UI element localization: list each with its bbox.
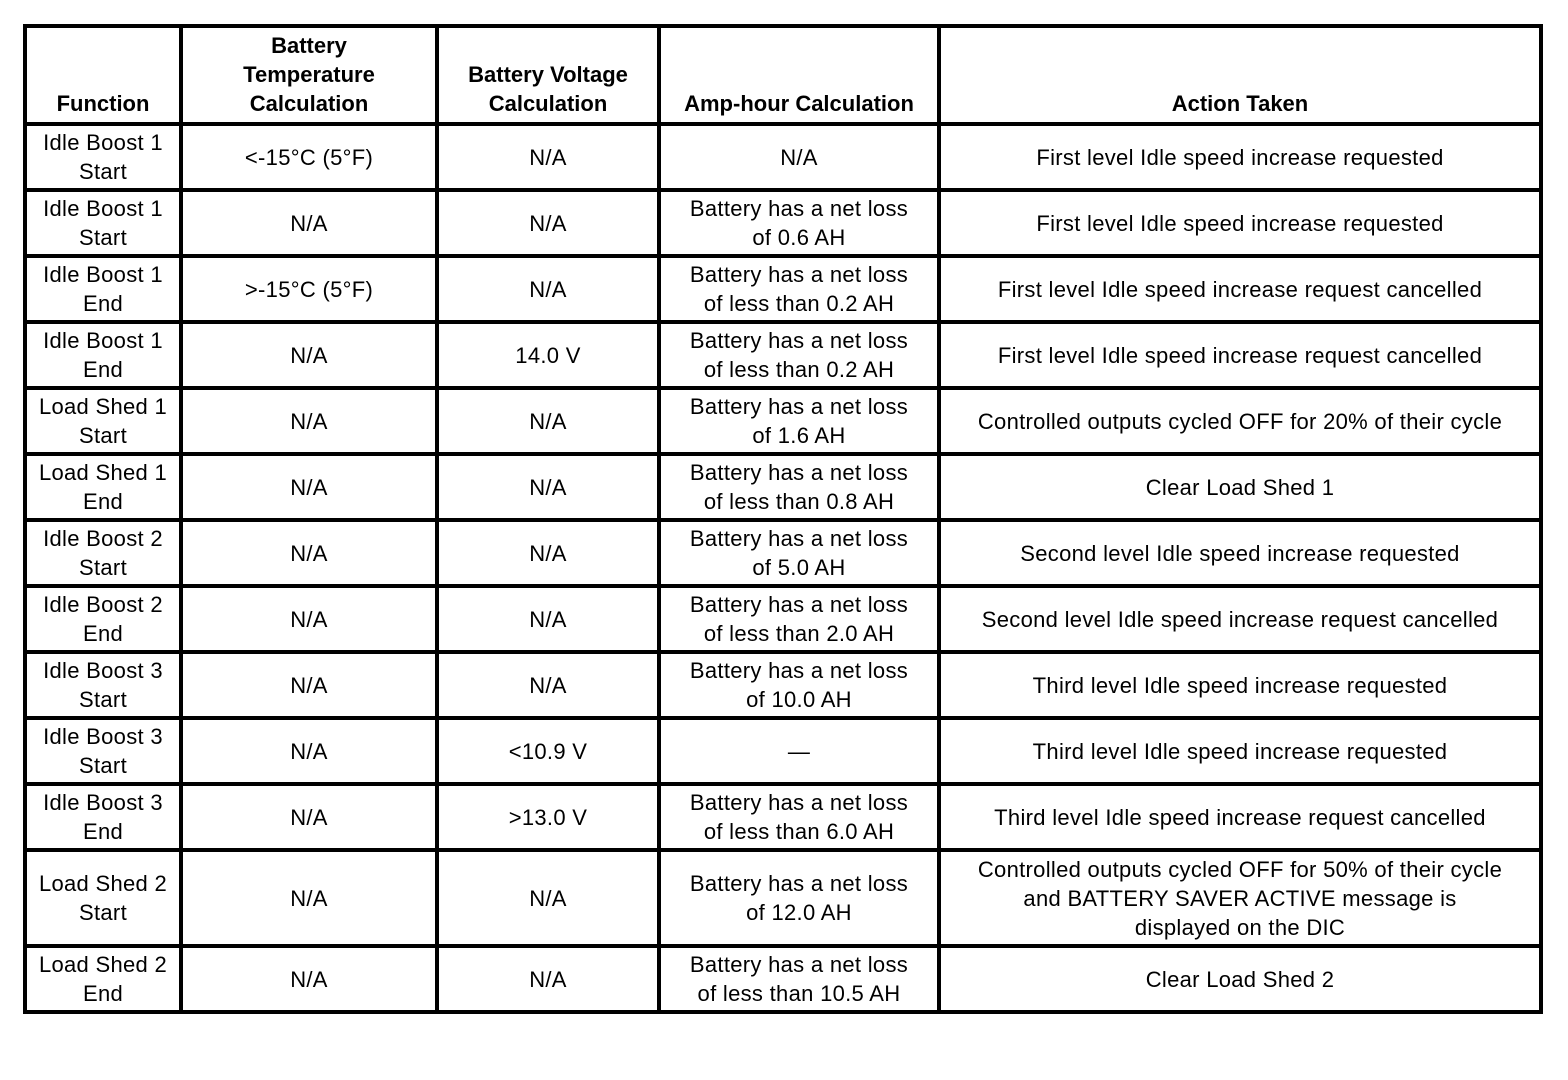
- voltage-value: N/A: [529, 966, 567, 992]
- amphour-cell: [659, 586, 939, 652]
- amphour-line1: Battery has a net loss: [689, 952, 909, 977]
- amphour-line1: Battery has a net loss: [689, 658, 909, 683]
- header-battery-voltage: [437, 26, 659, 124]
- action-line3: displayed on the DIC: [1134, 914, 1346, 940]
- voltage-value: N/A: [529, 276, 567, 302]
- temperature-cell: [181, 718, 437, 784]
- action-cell: [939, 322, 1541, 388]
- voltage-value: N/A: [529, 408, 567, 434]
- action-line1: Third level Idle speed increase requested: [1032, 738, 1448, 764]
- temperature-value: N/A: [290, 966, 328, 992]
- function-line1: Load Shed 2: [38, 871, 168, 896]
- voltage-cell: [437, 190, 659, 256]
- table-row: [25, 520, 1541, 586]
- amphour-line1: N/A: [780, 144, 818, 170]
- function-cell: [25, 850, 181, 946]
- action-line1: Controlled outputs cycled OFF for 50% of their cycle: [977, 856, 1503, 882]
- function-line2: Start: [79, 555, 127, 580]
- header-amp-hour: [659, 26, 939, 124]
- function-line1: Load Shed 1: [38, 394, 168, 419]
- voltage-value: >13.0 V: [508, 804, 588, 830]
- temperature-value: N/A: [290, 342, 328, 368]
- amphour-cell: [659, 124, 939, 190]
- temperature-cell: [181, 322, 437, 388]
- header-temp-line3: Calculation: [249, 91, 369, 116]
- action-cell: [939, 784, 1541, 850]
- amphour-cell: [659, 256, 939, 322]
- temperature-value: N/A: [290, 474, 328, 500]
- amphour-cell: [659, 652, 939, 718]
- function-line1: Idle Boost 1: [43, 130, 163, 155]
- function-cell: [25, 256, 181, 322]
- voltage-value: N/A: [529, 672, 567, 698]
- action-cell: [939, 850, 1541, 946]
- temperature-cell: [181, 454, 437, 520]
- header-action-label: Action Taken: [1171, 91, 1309, 116]
- voltage-cell: [437, 784, 659, 850]
- amphour-line1: Battery has a net loss: [689, 394, 909, 419]
- header-action-taken: [939, 26, 1541, 124]
- amphour-line1: Battery has a net loss: [689, 460, 909, 485]
- amphour-line1: —: [787, 738, 811, 764]
- temperature-cell: [181, 652, 437, 718]
- header-temp-line2: Temperature: [243, 62, 375, 87]
- table-row: [25, 388, 1541, 454]
- action-cell: [939, 652, 1541, 718]
- voltage-value: <10.9 V: [508, 738, 588, 764]
- voltage-value: N/A: [529, 885, 567, 911]
- voltage-value: N/A: [529, 144, 567, 170]
- function-line1: Idle Boost 2: [43, 592, 163, 617]
- table-row: [25, 190, 1541, 256]
- temperature-cell: [181, 850, 437, 946]
- temperature-value: N/A: [290, 885, 328, 911]
- action-cell: [939, 454, 1541, 520]
- amphour-cell: [659, 190, 939, 256]
- voltage-value: N/A: [529, 540, 567, 566]
- temperature-cell: [181, 784, 437, 850]
- action-cell: [939, 256, 1541, 322]
- function-line1: Idle Boost 3: [43, 658, 163, 683]
- function-line2: Start: [79, 159, 127, 184]
- function-line2: Start: [79, 225, 127, 250]
- amphour-line1: Battery has a net loss: [689, 790, 909, 815]
- header-function: [25, 26, 181, 124]
- amphour-cell: [659, 850, 939, 946]
- table-row: [25, 850, 1541, 946]
- temperature-value: <-15°C (5°F): [244, 144, 374, 170]
- function-line1: Load Shed 2: [38, 952, 168, 977]
- temperature-value: N/A: [290, 408, 328, 434]
- function-line1: Idle Boost 1: [43, 262, 163, 287]
- temperature-value: N/A: [290, 738, 328, 764]
- function-line1: Idle Boost 1: [43, 328, 163, 353]
- voltage-value: N/A: [529, 210, 567, 236]
- temperature-cell: [181, 124, 437, 190]
- function-cell: [25, 322, 181, 388]
- action-line1: Second level Idle speed increase request cancelled: [981, 606, 1499, 632]
- table-row: [25, 718, 1541, 784]
- action-cell: [939, 946, 1541, 1012]
- table-row: [25, 256, 1541, 322]
- temperature-cell: [181, 388, 437, 454]
- temperature-value: N/A: [290, 540, 328, 566]
- voltage-value: 14.0 V: [515, 342, 581, 368]
- voltage-cell: [437, 520, 659, 586]
- temperature-value: N/A: [290, 606, 328, 632]
- amphour-line2: of 5.0 AH: [752, 555, 846, 580]
- function-cell: [25, 190, 181, 256]
- action-line1: First level Idle speed increase request cancelled: [997, 276, 1483, 302]
- function-line1: Idle Boost 2: [43, 526, 163, 551]
- temperature-cell: [181, 256, 437, 322]
- function-cell: [25, 784, 181, 850]
- function-line2: Start: [79, 423, 127, 448]
- action-line1: First level Idle speed increase requested: [1036, 144, 1444, 170]
- temperature-value: >-15°C (5°F): [244, 276, 374, 302]
- temperature-cell: [181, 586, 437, 652]
- action-line1: Third level Idle speed increase requested: [1032, 672, 1448, 698]
- function-line1: Idle Boost 3: [43, 790, 163, 815]
- action-line1: Second level Idle speed increase requested: [1020, 540, 1460, 566]
- function-cell: [25, 520, 181, 586]
- function-line2: Start: [79, 753, 127, 778]
- action-line1: First level Idle speed increase requested: [1036, 210, 1444, 236]
- voltage-cell: [437, 322, 659, 388]
- action-line1: Clear Load Shed 1: [1145, 474, 1335, 500]
- function-line2: End: [82, 819, 124, 844]
- voltage-value: N/A: [529, 606, 567, 632]
- action-cell: [939, 388, 1541, 454]
- amphour-line1: Battery has a net loss: [689, 196, 909, 221]
- battery-management-table: [23, 24, 1543, 1014]
- table-row: [25, 946, 1541, 1012]
- action-cell: [939, 586, 1541, 652]
- amphour-cell: [659, 322, 939, 388]
- amphour-cell: [659, 718, 939, 784]
- header-battery-temperature: [181, 26, 437, 124]
- voltage-cell: [437, 124, 659, 190]
- table-row: [25, 586, 1541, 652]
- action-cell: [939, 718, 1541, 784]
- amphour-line2: of 12.0 AH: [746, 900, 852, 925]
- function-cell: [25, 124, 181, 190]
- voltage-cell: [437, 256, 659, 322]
- voltage-cell: [437, 454, 659, 520]
- action-line1: Clear Load Shed 2: [1145, 966, 1335, 992]
- temperature-value: N/A: [290, 804, 328, 830]
- table-row: [25, 322, 1541, 388]
- function-cell: [25, 946, 181, 1012]
- voltage-cell: [437, 946, 659, 1012]
- table-row: [25, 124, 1541, 190]
- amphour-cell: [659, 520, 939, 586]
- amphour-line2: of less than 0.8 AH: [703, 489, 895, 514]
- header-voltage-line1: Battery Voltage: [468, 62, 628, 87]
- table-row: [25, 784, 1541, 850]
- temperature-value: N/A: [290, 210, 328, 236]
- function-line2: End: [82, 621, 124, 646]
- table-row: [25, 454, 1541, 520]
- voltage-cell: [437, 850, 659, 946]
- voltage-cell: [437, 652, 659, 718]
- temperature-cell: [181, 520, 437, 586]
- function-cell: [25, 652, 181, 718]
- function-cell: [25, 586, 181, 652]
- amphour-cell: [659, 946, 939, 1012]
- function-cell: [25, 454, 181, 520]
- function-line1: Idle Boost 1: [43, 196, 163, 221]
- amphour-line2: of less than 2.0 AH: [703, 621, 895, 646]
- table-header-row: [25, 26, 1541, 124]
- function-line2: End: [82, 981, 124, 1006]
- amphour-line2: of less than 0.2 AH: [703, 357, 895, 382]
- amphour-line1: Battery has a net loss: [689, 871, 909, 896]
- action-cell: [939, 124, 1541, 190]
- temperature-cell: [181, 946, 437, 1012]
- amphour-line1: Battery has a net loss: [689, 328, 909, 353]
- header-temp-line1: Battery: [271, 33, 347, 58]
- amphour-line2: of less than 10.5 AH: [697, 981, 901, 1006]
- amphour-line1: Battery has a net loss: [689, 262, 909, 287]
- function-cell: [25, 718, 181, 784]
- amphour-line2: of 0.6 AH: [752, 225, 846, 250]
- amphour-cell: [659, 454, 939, 520]
- voltage-value: N/A: [529, 474, 567, 500]
- header-voltage-line2: Calculation: [488, 91, 608, 116]
- voltage-cell: [437, 388, 659, 454]
- function-line1: Load Shed 1: [38, 460, 168, 485]
- action-line1: First level Idle speed increase request cancelled: [997, 342, 1483, 368]
- function-line2: End: [82, 291, 124, 316]
- function-line2: End: [82, 357, 124, 382]
- function-line2: End: [82, 489, 124, 514]
- action-line1: Third level Idle speed increase request cancelled: [994, 804, 1486, 830]
- amphour-line2: of less than 6.0 AH: [703, 819, 895, 844]
- function-line1: Idle Boost 3: [43, 724, 163, 749]
- action-line1: Controlled outputs cycled OFF for 20% of their cycle: [977, 408, 1503, 434]
- table-body: [25, 124, 1541, 1012]
- temperature-value: N/A: [290, 672, 328, 698]
- action-cell: [939, 190, 1541, 256]
- amphour-line1: Battery has a net loss: [689, 592, 909, 617]
- function-cell: [25, 388, 181, 454]
- action-cell: [939, 520, 1541, 586]
- amphour-line2: of less than 0.2 AH: [703, 291, 895, 316]
- voltage-cell: [437, 586, 659, 652]
- action-line2: and BATTERY SAVER ACTIVE message is: [1023, 885, 1457, 911]
- temperature-cell: [181, 190, 437, 256]
- amphour-line2: of 10.0 AH: [746, 687, 852, 712]
- header-amphour-label: Amp-hour Calculation: [684, 91, 914, 116]
- amphour-line2: of 1.6 AH: [752, 423, 846, 448]
- amphour-cell: [659, 784, 939, 850]
- table-row: [25, 652, 1541, 718]
- amphour-cell: [659, 388, 939, 454]
- header-function-label: Function: [56, 91, 150, 116]
- voltage-cell: [437, 718, 659, 784]
- function-line2: Start: [79, 900, 127, 925]
- amphour-line1: Battery has a net loss: [689, 526, 909, 551]
- function-line2: Start: [79, 687, 127, 712]
